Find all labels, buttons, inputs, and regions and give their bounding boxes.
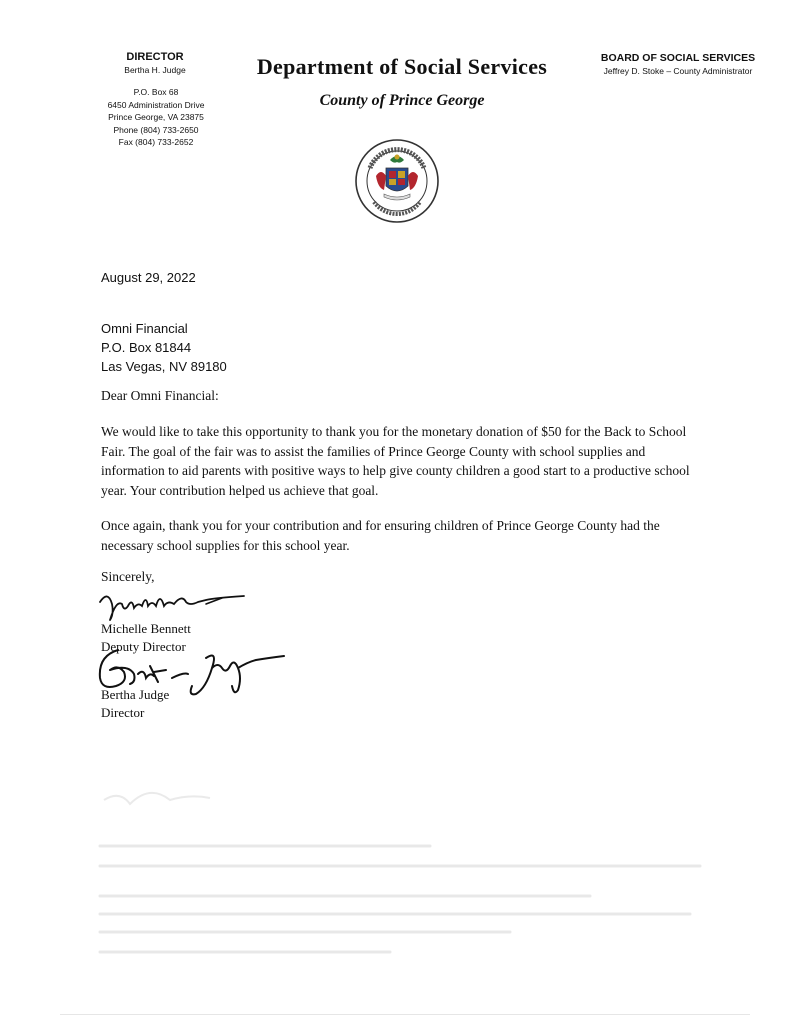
board-administrator: Jeffrey D. Stoke – County Administrator xyxy=(603,66,753,76)
letter-date: August 29, 2022 xyxy=(101,270,196,285)
page-edge xyxy=(60,1014,750,1015)
board-block xyxy=(588,51,768,77)
address-line: Prince George, VA 23875 xyxy=(108,112,204,122)
salutation: Dear Omni Financial: xyxy=(101,388,219,403)
recipient-line: Omni Financial xyxy=(101,321,188,336)
address-line: 6450 Administration Drive xyxy=(107,99,205,110)
address-block xyxy=(86,86,226,149)
recipient-address xyxy=(101,319,227,376)
body-paragraph: We would like to take this opportunity to thank you for the monetary donation of $50 for the Back to School Fair. The goal of the fair was to assist the families of Prince George County with school supplies and information to aid parents with positive ways to help give county children a good start to a productive school year. Your contribution helped us achieve that goal. xyxy=(101,424,690,498)
county-seal-icon xyxy=(354,138,440,224)
director-name: Bertha H. Judge xyxy=(124,65,186,75)
recipient-line: Las Vegas, NV 89180 xyxy=(101,359,227,374)
signer-title: Director xyxy=(101,705,145,720)
body-paragraph: Once again, thank you for your contribution and for ensuring children of Prince George County had the necessary school supplies for this school year. xyxy=(101,518,660,553)
board-title: BOARD OF SOCIAL SERVICES xyxy=(600,52,756,64)
signer-name: Michelle Bennett xyxy=(101,621,191,636)
closing: Sincerely, xyxy=(101,569,155,584)
signer-name: Bertha Judge xyxy=(101,687,170,702)
address-line: Phone (804) 733-2650 xyxy=(113,124,199,135)
address-line: P.O. Box 68 xyxy=(133,87,179,97)
recipient-line: P.O. Box 81844 xyxy=(101,340,192,355)
page-bleed-through xyxy=(90,780,730,980)
signer-title: Deputy Director xyxy=(101,639,186,654)
director-block xyxy=(96,50,214,76)
director-title: DIRECTOR xyxy=(126,51,184,63)
department-title: Department of Social Services xyxy=(256,54,548,79)
county-title: County of Prince George xyxy=(319,92,485,109)
address-line: Fax (804) 733-2652 xyxy=(118,137,194,147)
